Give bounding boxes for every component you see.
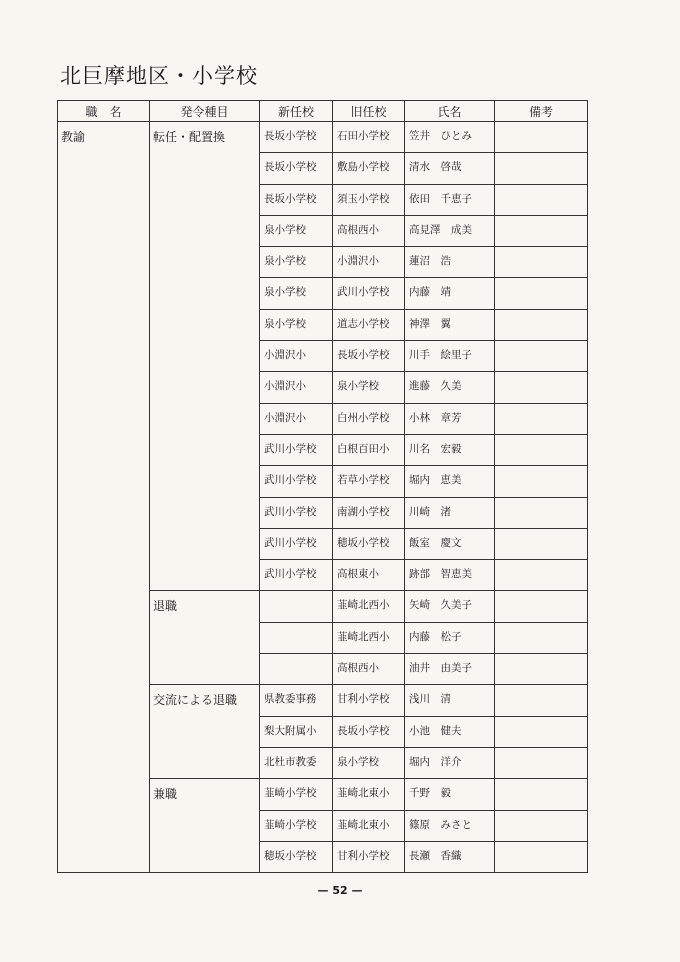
name-cell: [405, 497, 495, 528]
type-cell: [150, 685, 260, 779]
old-school-cell-text: 泉小学校: [337, 380, 379, 393]
note-cell: [495, 122, 588, 153]
name-cell: [405, 747, 495, 778]
note-cell-text: [495, 153, 587, 159]
header-type: 発令種目: [150, 101, 260, 122]
name-cell: [405, 622, 495, 653]
name-cell-text: 堀内 洋介: [409, 755, 462, 768]
name-cell-text: 堀内 恵美: [409, 474, 462, 487]
old-school-cell-text: 武川小学校: [337, 286, 390, 299]
name-cell-text: 篠原 みさと: [409, 818, 472, 831]
note-cell: [495, 247, 588, 278]
name-cell: [405, 560, 495, 591]
name-cell-text: 進藤 久美: [409, 380, 462, 393]
name-cell-text: 跡部 智恵美: [409, 568, 472, 581]
note-cell-text: [495, 404, 587, 410]
old-school-cell: [333, 841, 405, 872]
note-cell-text: [495, 466, 587, 472]
type-label: 交流による退職: [153, 693, 238, 708]
new-school-cell: [260, 278, 333, 309]
note-cell: [495, 528, 588, 559]
note-cell: [495, 403, 588, 434]
name-cell-text: 依田 千恵子: [409, 192, 472, 205]
type-cell: [150, 591, 260, 685]
new-school-cell: [260, 184, 333, 215]
new-school-cell-text: 長坂小学校: [264, 130, 317, 142]
name-cell-text: 内藤 松子: [409, 630, 462, 643]
type-cell: [150, 779, 260, 873]
new-school-cell-text: 泉小学校: [264, 223, 306, 236]
old-school-cell: [333, 434, 405, 465]
name-cell: [405, 247, 495, 278]
note-cell-text: [495, 591, 587, 597]
name-cell-text: 矢崎 久美子: [409, 599, 472, 612]
new-school-cell-text: 武川小学校: [264, 442, 317, 455]
type-label: 兼職: [153, 787, 178, 802]
old-school-cell-text: 韮崎北東小: [337, 787, 390, 800]
new-school-cell-text: [260, 623, 332, 629]
new-school-cell: [260, 747, 333, 778]
new-school-cell: [260, 528, 333, 559]
old-school-cell-text: 道志小学校: [337, 317, 390, 330]
new-school-cell-text: 武川小学校: [264, 536, 317, 549]
new-school-cell: [260, 560, 333, 591]
old-school-cell: [333, 278, 405, 309]
header-role: 職 名: [58, 101, 150, 122]
name-cell: [405, 654, 495, 685]
page-number: — 52 —: [317, 884, 363, 897]
name-cell-text: 川崎 渚: [409, 505, 451, 518]
new-school-cell-text: 泉小学校: [264, 255, 306, 268]
new-school-cell-text: 韮崎小学校: [264, 818, 317, 831]
name-cell-text: 油井 由美子: [409, 662, 472, 675]
note-cell-text: [495, 685, 587, 691]
new-school-cell: [260, 434, 333, 465]
old-school-cell: [333, 184, 405, 215]
note-cell: [495, 184, 588, 215]
note-cell-text: [495, 717, 587, 723]
old-school-cell: [333, 466, 405, 497]
old-school-cell: [333, 372, 405, 403]
old-school-cell: [333, 622, 405, 653]
old-school-cell-text: 須玉小学校: [337, 192, 390, 205]
type-cell: [150, 122, 260, 591]
name-cell-text: 蓮沼 浩: [409, 255, 451, 268]
new-school-cell: [260, 622, 333, 653]
note-cell: [495, 497, 588, 528]
name-cell-text: 笠井 ひとみ: [409, 130, 472, 142]
new-school-cell: [260, 810, 333, 841]
new-school-cell: [260, 716, 333, 747]
name-cell: [405, 841, 495, 872]
new-school-cell-text: 武川小学校: [264, 568, 317, 581]
old-school-cell-text: 穂坂小学校: [337, 536, 390, 549]
old-school-cell: [333, 716, 405, 747]
new-school-cell: [260, 466, 333, 497]
note-cell-text: [495, 247, 587, 253]
old-school-cell: [333, 122, 405, 153]
new-school-cell-text: 泉小学校: [264, 286, 306, 299]
new-school-cell-text: 長坂小学校: [264, 192, 317, 205]
note-cell-text: [495, 310, 587, 316]
new-school-cell: [260, 215, 333, 246]
new-school-cell: [260, 654, 333, 685]
note-cell: [495, 278, 588, 309]
role-cell: [58, 122, 150, 873]
note-cell: [495, 341, 588, 372]
new-school-cell: [260, 122, 333, 153]
note-cell: [495, 153, 588, 184]
new-school-cell: [260, 309, 333, 340]
name-cell-text: 浅川 清: [409, 693, 451, 706]
note-cell: [495, 747, 588, 778]
note-cell-text: [495, 811, 587, 817]
new-school-cell-text: [260, 654, 332, 660]
name-cell: [405, 779, 495, 810]
new-school-cell: [260, 341, 333, 372]
old-school-cell-text: 甘利小学校: [337, 849, 390, 862]
note-cell-text: [495, 529, 587, 535]
new-school-cell-text: 北杜市教委: [264, 755, 317, 768]
note-cell: [495, 215, 588, 246]
name-cell-text: 小池 健夫: [409, 724, 462, 737]
name-cell-text: 清水 啓哉: [409, 161, 462, 174]
new-school-cell-text: 小淵沢小: [264, 411, 306, 424]
new-school-cell-text: 小淵沢小: [264, 349, 306, 362]
note-cell: [495, 716, 588, 747]
name-cell: [405, 528, 495, 559]
name-cell: [405, 372, 495, 403]
note-cell-text: [495, 748, 587, 754]
old-school-cell-text: 小淵沢小: [337, 255, 379, 268]
note-cell: [495, 372, 588, 403]
old-school-cell: [333, 747, 405, 778]
new-school-cell-text: 泉小学校: [264, 317, 306, 330]
old-school-cell-text: 長坂小学校: [337, 349, 390, 362]
new-school-cell-text: 武川小学校: [264, 474, 317, 487]
name-cell-text: 飯室 慶文: [409, 536, 462, 549]
old-school-cell: [333, 403, 405, 434]
header-old-school: 旧任校: [333, 101, 405, 122]
note-cell: [495, 810, 588, 841]
table-row: [58, 122, 588, 153]
note-cell-text: [495, 560, 587, 566]
new-school-cell: [260, 779, 333, 810]
old-school-cell: [333, 528, 405, 559]
old-school-cell: [333, 560, 405, 591]
old-school-cell-text: 長坂小学校: [337, 724, 390, 737]
note-cell-text: [495, 435, 587, 441]
new-school-cell: [260, 591, 333, 622]
role-label: 教諭: [61, 130, 86, 144]
name-cell-text: 小林 章芳: [409, 411, 462, 424]
name-cell: [405, 810, 495, 841]
name-cell: [405, 716, 495, 747]
old-school-cell-text: 若草小学校: [337, 474, 390, 487]
name-cell: [405, 278, 495, 309]
new-school-cell-text: 小淵沢小: [264, 380, 306, 393]
page-title: 北巨摩地区・小学校: [60, 64, 258, 88]
old-school-cell-text: 高根西小: [337, 223, 379, 236]
type-label: 退職: [153, 599, 178, 614]
note-cell: [495, 309, 588, 340]
new-school-cell-text: 梨大附属小: [264, 724, 317, 737]
note-cell-text: [495, 623, 587, 629]
note-cell-text: [495, 372, 587, 378]
name-cell-text: 内藤 靖: [409, 286, 451, 299]
note-cell-text: [495, 654, 587, 660]
name-cell: [405, 341, 495, 372]
old-school-cell: [333, 591, 405, 622]
note-cell: [495, 779, 588, 810]
note-cell: [495, 622, 588, 653]
old-school-cell-text: 韮崎北西小: [337, 630, 390, 643]
new-school-cell: [260, 841, 333, 872]
header-name: 氏名: [405, 101, 495, 122]
name-cell: [405, 184, 495, 215]
new-school-cell: [260, 153, 333, 184]
old-school-cell-text: 白根百田小: [337, 442, 390, 455]
note-cell-text: [495, 185, 587, 191]
new-school-cell: [260, 685, 333, 716]
note-cell: [495, 654, 588, 685]
table-body: [58, 122, 588, 873]
name-cell: [405, 685, 495, 716]
old-school-cell: [333, 685, 405, 716]
header-note: 備考: [495, 101, 588, 122]
new-school-cell: [260, 403, 333, 434]
note-cell: [495, 841, 588, 872]
note-cell: [495, 591, 588, 622]
old-school-cell-text: 高根東小: [337, 568, 379, 581]
old-school-cell-text: 韮崎北西小: [337, 599, 390, 612]
name-cell-text: 神澤 翼: [409, 317, 451, 330]
old-school-cell: [333, 309, 405, 340]
note-cell-text: [495, 498, 587, 504]
new-school-cell-text: 武川小学校: [264, 505, 317, 518]
note-cell-text: [495, 122, 587, 128]
header-row: [58, 101, 588, 122]
note-cell-text: [495, 341, 587, 347]
new-school-cell-text: 穂坂小学校: [264, 849, 317, 862]
name-cell-text: 千野 毅: [409, 787, 451, 800]
old-school-cell: [333, 497, 405, 528]
new-school-cell-text: 韮崎小学校: [264, 787, 317, 800]
name-cell: [405, 122, 495, 153]
name-cell-text: 長瀬 香織: [409, 849, 462, 862]
old-school-cell-text: 泉小学校: [337, 755, 379, 768]
new-school-cell-text: [260, 591, 332, 597]
name-cell: [405, 403, 495, 434]
name-cell: [405, 153, 495, 184]
name-cell-text: 高見澤 成美: [409, 223, 472, 236]
old-school-cell-text: 甘利小学校: [337, 693, 390, 706]
old-school-cell: [333, 654, 405, 685]
new-school-cell-text: 県教委事務: [264, 693, 317, 706]
note-cell-text: [495, 278, 587, 284]
old-school-cell: [333, 215, 405, 246]
old-school-cell-text: 白州小学校: [337, 411, 390, 424]
old-school-cell: [333, 153, 405, 184]
old-school-cell: [333, 779, 405, 810]
new-school-cell: [260, 372, 333, 403]
old-school-cell-text: 高根西小: [337, 662, 379, 675]
old-school-cell-text: 韮崎北東小: [337, 818, 390, 831]
personnel-table: [57, 100, 588, 873]
name-cell: [405, 591, 495, 622]
new-school-cell: [260, 497, 333, 528]
note-cell: [495, 560, 588, 591]
old-school-cell-text: 石田小学校: [337, 130, 390, 142]
note-cell-text: [495, 779, 587, 785]
new-school-cell-text: 長坂小学校: [264, 161, 317, 174]
note-cell-text: [495, 216, 587, 222]
name-cell: [405, 309, 495, 340]
note-cell: [495, 466, 588, 497]
old-school-cell: [333, 810, 405, 841]
name-cell: [405, 434, 495, 465]
header-new-school: 新任校: [260, 101, 333, 122]
note-cell: [495, 685, 588, 716]
old-school-cell: [333, 247, 405, 278]
old-school-cell-text: 南湖小学校: [337, 505, 390, 518]
old-school-cell-text: 敷島小学校: [337, 161, 390, 174]
name-cell: [405, 466, 495, 497]
note-cell-text: [495, 842, 587, 848]
type-label: 転任・配置換: [153, 130, 226, 144]
name-cell: [405, 215, 495, 246]
name-cell-text: 川手 絵里子: [409, 349, 472, 362]
new-school-cell: [260, 247, 333, 278]
note-cell: [495, 434, 588, 465]
old-school-cell: [333, 341, 405, 372]
name-cell-text: 川名 宏毅: [409, 442, 462, 455]
